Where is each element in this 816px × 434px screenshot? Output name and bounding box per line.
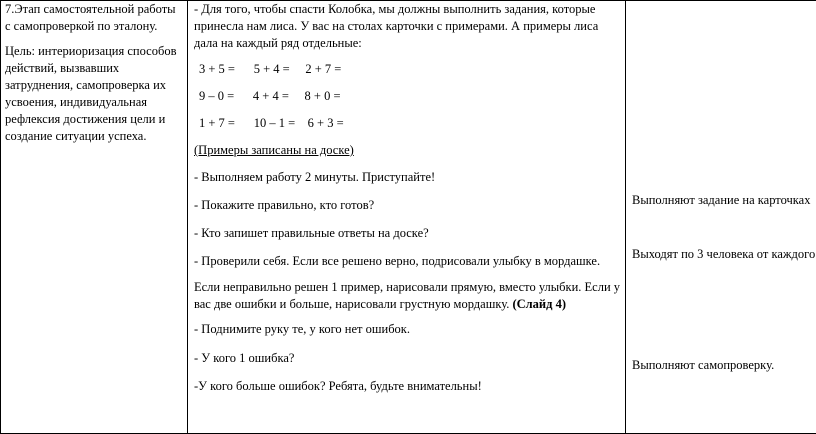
math-row-2: 9 – 0 = 4 + 4 = 8 + 0 = [199, 89, 341, 103]
stage-cell [5, 1, 183, 145]
student-activity-3: Выполняют самопроверку. [632, 358, 775, 372]
examples-note: (Примеры записаны на доске) [194, 143, 354, 157]
stage-title: 7.Этап самостоятельной работы с самопроверкой по эталону. [5, 2, 176, 33]
student-activity-1: Выполняют задание на карточках [632, 193, 811, 207]
student-activity-2: Выходят по 3 человека от каждого [632, 247, 816, 261]
grading-text: Если неправильно решен 1 пример, нарисовали прямую, вместо улыбки. Если у вас две ошибки и больше, нарисовали грустную мордашку. [194, 280, 621, 311]
instruction-line-7: -У кого больше ошибок? Ребята, будьте внимательны! [194, 379, 482, 393]
instruction-line-6: - У кого 1 ошибка? [194, 351, 295, 365]
math-row-3: 1 + 7 = 10 – 1 = 6 + 3 = [199, 116, 344, 130]
stage-goal: Цель: интериоризация способов действий, вызвавших затруднения, самопроверка их усвоения, индивидуальная рефлексия достижения цели и создание ситуации успеха. [5, 44, 177, 143]
grading-paragraph [194, 279, 622, 313]
math-row-1: 3 + 5 = 5 + 4 = 2 + 7 = [199, 62, 342, 76]
column-divider-1 [187, 0, 188, 434]
instruction-line-2: - Покажите правильно, кто готов? [194, 198, 375, 212]
slide-reference: (Слайд 4) [512, 297, 566, 311]
intro-text: - Для того, чтобы спасти Колобка, мы должны выполнить задания, которые принесла нам лиса. У вас на столах карточки с примерами. А примеры лиса дала на каждый ряд отдельные: [194, 2, 599, 50]
instruction-line-4: - Проверили себя. Если все решено верно, подрисовали улыбку в мордашке. [194, 254, 601, 268]
instruction-line-5: - Поднимите руку те, у кого нет ошибок. [194, 322, 410, 336]
table-border-left [0, 0, 1, 434]
column-divider-2 [625, 0, 626, 434]
teacher-activity-intro [194, 1, 622, 52]
instruction-line-3: - Кто запишет правильные ответы на доске? [194, 226, 429, 240]
instruction-line-1: - Выполняем работу 2 минуты. Приступайте! [194, 170, 436, 184]
